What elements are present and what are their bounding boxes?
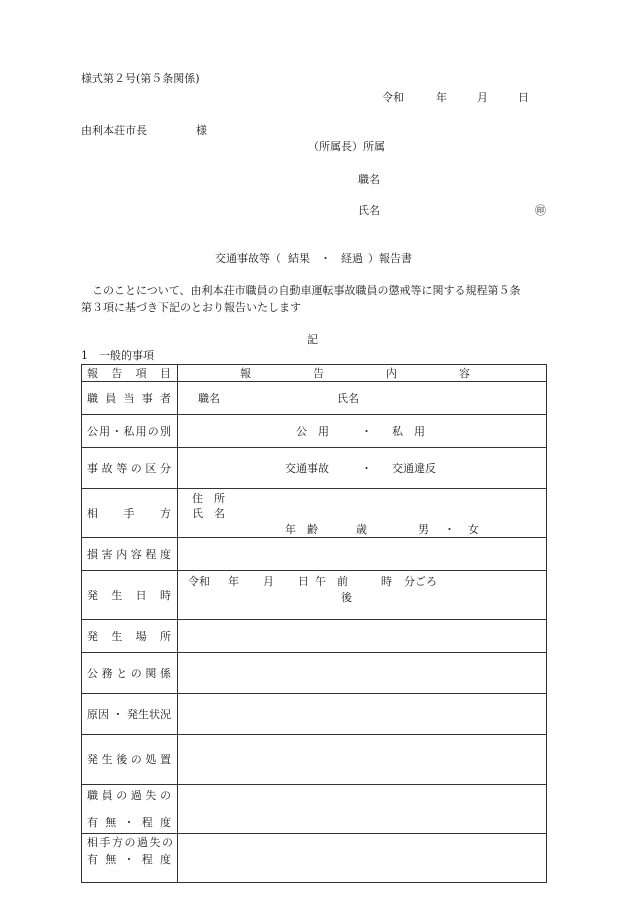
employee-name-label: 氏名 bbox=[337, 392, 359, 405]
row-employee bbox=[82, 382, 547, 415]
label-char: 程 bbox=[145, 547, 157, 561]
usage-option-public: 公 用 bbox=[296, 425, 329, 438]
label-char: 職 bbox=[87, 391, 98, 405]
value-cause[interactable] bbox=[178, 694, 547, 735]
body-text-line1: このことについて、由利本荘市職員の自動車運転事故職員の懲戒等に関する規程第５条 bbox=[81, 284, 521, 297]
label-char: 故 bbox=[101, 461, 113, 475]
label-char: の bbox=[130, 666, 142, 680]
sender-name-label: 氏名 bbox=[358, 204, 380, 217]
label-char: の bbox=[159, 789, 171, 802]
label-char: 区 bbox=[145, 461, 157, 475]
title-lead: 交通事故等（ bbox=[215, 252, 281, 265]
label-char: の bbox=[147, 424, 159, 438]
datetime-month: 月 bbox=[263, 575, 274, 588]
label-char: 生 bbox=[101, 753, 113, 766]
label-char: 公 bbox=[87, 666, 98, 680]
label-char: 後 bbox=[116, 753, 128, 766]
body-text-line2: 第３項に基づき下記のとおり報告いたします bbox=[81, 301, 301, 314]
label-char: 発 bbox=[87, 588, 98, 602]
label-char: 手 bbox=[99, 836, 111, 849]
label-char: 度 bbox=[160, 816, 171, 829]
header-item-char: 目 bbox=[159, 366, 171, 380]
row-damage bbox=[82, 538, 547, 571]
row-aftermath bbox=[82, 735, 547, 785]
datetime-minute: 分ごろ bbox=[404, 575, 437, 588]
label-char: 過 bbox=[130, 789, 142, 802]
label-char: 相 bbox=[87, 506, 98, 520]
value-employee[interactable] bbox=[178, 382, 547, 415]
header-content-char: 告 bbox=[313, 367, 324, 380]
label-char: 度 bbox=[160, 853, 171, 866]
date-day: 日 bbox=[518, 91, 529, 104]
value-aftermath[interactable] bbox=[178, 735, 547, 785]
header-item-char: 告 bbox=[111, 366, 123, 380]
datetime-era: 令和 bbox=[188, 575, 210, 588]
row-counterparty-fault bbox=[82, 834, 547, 883]
label-char: 生 bbox=[111, 588, 123, 602]
label-char: 員 bbox=[105, 391, 117, 405]
label-char: 損 bbox=[87, 547, 98, 561]
title-option-progress: 経過 bbox=[341, 252, 363, 265]
label-char: の bbox=[116, 789, 128, 802]
label-employee-fault bbox=[82, 785, 178, 834]
label-char: 用 bbox=[135, 424, 147, 438]
label-char: ・ bbox=[112, 707, 124, 721]
counterparty-name-label: 氏 名 bbox=[192, 507, 225, 520]
header-content-char: 容 bbox=[459, 367, 470, 380]
label-char: の bbox=[130, 461, 142, 475]
section-heading: 1 一般的事項 bbox=[81, 349, 154, 362]
label-char: 原因 bbox=[87, 707, 109, 721]
label-char: 過 bbox=[137, 836, 148, 849]
datetime-year: 年 bbox=[228, 575, 239, 588]
label-char: 分 bbox=[159, 461, 171, 475]
datetime-am: 午 前 bbox=[315, 575, 348, 588]
title-option-result: 結果 bbox=[288, 252, 310, 265]
label-char: 方 bbox=[160, 506, 171, 520]
usage-option-private: 私 用 bbox=[392, 425, 425, 438]
row-duty-relation bbox=[82, 653, 547, 694]
title-dot: ・ bbox=[320, 252, 331, 265]
label-char: 容 bbox=[130, 547, 142, 561]
row-cause bbox=[82, 694, 547, 735]
label-duty-relation bbox=[82, 653, 178, 694]
label-damage bbox=[82, 538, 178, 571]
label-char: 失 bbox=[149, 836, 161, 849]
label-char: 処 bbox=[145, 753, 157, 766]
label-char: 私 bbox=[123, 424, 135, 438]
value-damage[interactable] bbox=[178, 538, 547, 571]
report-table bbox=[81, 364, 547, 883]
label-char: 係 bbox=[159, 666, 171, 680]
value-occurrence-datetime[interactable] bbox=[178, 571, 547, 620]
addressee: 由利本荘市長 bbox=[81, 124, 147, 137]
label-char: と bbox=[116, 666, 128, 680]
label-aftermath bbox=[82, 735, 178, 785]
counterparty-age-label: 年 齢 bbox=[285, 523, 318, 536]
row-employee-fault bbox=[82, 785, 547, 834]
title-tail: ）報告書 bbox=[368, 252, 412, 265]
label-char: ・ bbox=[123, 816, 135, 829]
value-counterparty[interactable] bbox=[178, 489, 547, 538]
header-item-label bbox=[82, 365, 178, 382]
ki-heading: 記 bbox=[307, 333, 318, 346]
value-counterparty-fault[interactable] bbox=[178, 834, 547, 883]
label-char: 事 bbox=[87, 461, 98, 475]
datetime-hour: 時 bbox=[381, 575, 392, 588]
label-char: 公 bbox=[87, 424, 98, 438]
label-char: 等 bbox=[116, 461, 128, 475]
label-char: 置 bbox=[159, 753, 171, 766]
label-char: ・ bbox=[111, 424, 123, 438]
value-usage[interactable] bbox=[178, 415, 547, 448]
category-option-accident: 交通事故 bbox=[285, 462, 329, 475]
label-char: 発 bbox=[87, 753, 98, 766]
label-char: 職 bbox=[87, 789, 98, 802]
label-char: 有 bbox=[87, 853, 98, 866]
header-item-char: 報 bbox=[87, 366, 98, 380]
label-location bbox=[82, 620, 178, 653]
label-char: 務 bbox=[101, 666, 113, 680]
datetime-pm: 後 bbox=[341, 591, 352, 604]
label-char: の bbox=[162, 836, 173, 849]
counterparty-age-unit: 歳 bbox=[356, 523, 367, 536]
label-occurrence-datetime bbox=[82, 571, 178, 620]
value-category[interactable] bbox=[178, 448, 547, 489]
counterparty-male: 男 bbox=[418, 523, 429, 536]
label-char: 害 bbox=[101, 547, 113, 561]
seal-mark: ㊞ bbox=[535, 204, 546, 217]
label-char: 日 bbox=[135, 588, 147, 602]
label-char: 当 bbox=[123, 391, 135, 405]
label-char: 内 bbox=[116, 547, 128, 561]
label-char: 相 bbox=[87, 836, 98, 849]
date-era: 令和 bbox=[382, 91, 404, 104]
value-location[interactable] bbox=[178, 620, 547, 653]
label-counterparty-fault bbox=[82, 834, 178, 883]
employee-position-label: 職名 bbox=[198, 392, 220, 405]
label-char: 程 bbox=[141, 816, 153, 829]
label-char: ・ bbox=[123, 853, 135, 866]
usage-dot: ・ bbox=[361, 425, 372, 438]
header-content-label bbox=[178, 365, 547, 382]
row-category bbox=[82, 448, 547, 489]
counterparty-female: 女 bbox=[468, 523, 479, 536]
label-char: 場 bbox=[135, 629, 147, 643]
label-cause bbox=[82, 694, 178, 735]
label-employee bbox=[82, 382, 178, 415]
value-employee-fault[interactable] bbox=[178, 785, 547, 834]
label-char: 無 bbox=[105, 816, 117, 829]
label-category bbox=[82, 448, 178, 489]
label-char: 度 bbox=[159, 547, 171, 561]
label-char: 員 bbox=[101, 789, 113, 802]
sender-position: 職名 bbox=[358, 173, 380, 186]
value-duty-relation[interactable] bbox=[178, 653, 547, 694]
category-dot: ・ bbox=[361, 462, 372, 475]
label-char: 関 bbox=[145, 666, 157, 680]
row-location bbox=[82, 620, 547, 653]
label-char: 生 bbox=[111, 629, 123, 643]
header-content-char: 内 bbox=[386, 367, 397, 380]
label-char: 有 bbox=[87, 816, 98, 829]
label-char: 者 bbox=[160, 391, 171, 405]
label-char: 事 bbox=[141, 391, 153, 405]
label-char: の bbox=[124, 836, 136, 849]
label-char: 無 bbox=[105, 853, 117, 866]
label-char: 別 bbox=[159, 424, 171, 438]
category-option-violation: 交通違反 bbox=[392, 462, 436, 475]
form-number: 様式第２号(第５条関係) bbox=[81, 72, 200, 85]
datetime-day: 日 bbox=[298, 575, 309, 588]
label-char: 時 bbox=[159, 588, 171, 602]
label-char: 手 bbox=[123, 506, 135, 520]
row-occurrence-datetime bbox=[82, 571, 547, 620]
counterparty-dot: ・ bbox=[444, 523, 455, 536]
label-usage bbox=[82, 415, 178, 448]
sender-role: （所属長）所属 bbox=[308, 140, 385, 153]
label-char: 発 bbox=[87, 629, 98, 643]
row-usage bbox=[82, 415, 547, 448]
date-month: 月 bbox=[477, 91, 488, 104]
label-char: 失 bbox=[145, 789, 157, 802]
label-char: 所 bbox=[159, 629, 171, 643]
counterparty-address-label: 住 所 bbox=[192, 492, 225, 505]
date-year: 年 bbox=[436, 91, 447, 104]
label-char: 程 bbox=[141, 853, 153, 866]
label-char: の bbox=[130, 753, 142, 766]
header-item-char: 項 bbox=[135, 366, 147, 380]
label-char: 方 bbox=[112, 836, 123, 849]
header-content-char: 報 bbox=[240, 367, 251, 380]
addressee-honorific: 様 bbox=[196, 124, 207, 137]
label-char: 発生状況 bbox=[127, 707, 171, 721]
row-counterparty bbox=[82, 489, 547, 538]
table-header-row bbox=[82, 365, 547, 382]
label-counterparty bbox=[82, 489, 178, 538]
label-char: 用 bbox=[99, 424, 111, 438]
